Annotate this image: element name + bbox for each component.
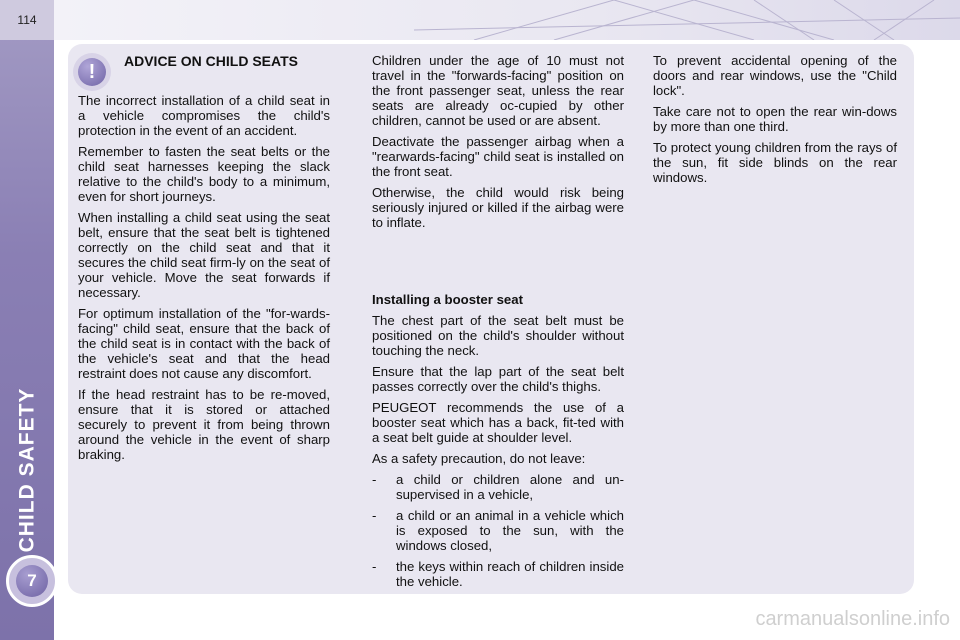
chapter-title: [2, 380, 52, 560]
chapter-number: 7: [16, 565, 48, 597]
paragraph: Otherwise, the child would risk being seriously injured or killed if the airbag were to inflate.: [372, 185, 624, 230]
chapter-title-text: CHILD SAFETY: [15, 387, 38, 553]
paragraph: Take care not to open the rear win-dows by more than one third.: [653, 104, 897, 134]
bullet-marker: -: [372, 559, 377, 574]
list-item-text: the keys within reach of children inside the vehicle.: [396, 559, 624, 589]
paragraph: As a safety precaution, do not leave:: [372, 451, 586, 466]
paragraph: Ensure that the lap part of the seat belt passes correctly over the child's thighs.: [372, 364, 624, 394]
column-advice: [78, 93, 330, 468]
header-decoration: [54, 0, 960, 40]
booster-heading: Installing a booster seat: [372, 292, 523, 307]
warning-icon: [73, 53, 111, 91]
paragraph: Deactivate the passenger airbag when a "rearwards-facing" child seat is installed on the front seat.: [372, 134, 624, 179]
paragraph: The chest part of the seat belt must be positioned on the child's shoulder without touching the neck.: [372, 313, 624, 358]
paragraph: PEUGEOT recommends the use of a booster seat which has a back, fit-ted with a seat belt guide at shoulder level.: [372, 400, 624, 445]
paragraph: Children under the age of 10 must not travel in the "forwards-facing" position on the front passenger seat, unless the rear seats are already oc-cupied by other children, cannot be used or are absent.: [372, 53, 624, 128]
paragraph: To prevent accidental opening of the doors and rear windows, use the "Child lock".: [653, 53, 897, 98]
paragraph: For optimum installation of the "for-wards-facing" child seat, ensure that the back of the child seat is in contact with the back of the vehicle's seat and that the head restraint does not cause any discomfort.: [78, 306, 330, 381]
list-item: [372, 508, 624, 553]
paragraph: When installing a child seat using the seat belt, ensure that the seat belt is tightened correctly on the child seat and that it secures the child seat firm-ly on the seat of your vehicle. Move the seat forwards if necessary.: [78, 210, 330, 300]
paragraph: Remember to fasten the seat belts or the child seat harnesses keeping the slack relative to the child's body to a minimum, even for short journeys.: [78, 144, 330, 204]
paragraph: To protect young children from the rays of the sun, fit side blinds on the rear windows.: [653, 140, 897, 185]
exclamation-icon: !: [78, 58, 106, 86]
bullet-marker: -: [372, 472, 377, 487]
list-item-text: a child or an animal in a vehicle which is exposed to the sun, with the windows closed,: [396, 508, 624, 553]
column-front-seat: [372, 53, 624, 595]
section-title: ADVICE ON CHILD SEATS: [124, 53, 298, 69]
page-number: 114: [0, 0, 54, 40]
bullet-marker: -: [372, 508, 377, 523]
column-child-lock: [653, 53, 897, 191]
chapter-badge: [6, 555, 58, 607]
spacer: [372, 236, 624, 292]
list-item: [372, 559, 624, 589]
header-lines: [54, 0, 960, 40]
paragraph: The incorrect installation of a child seat in a vehicle compromises the child's protection in the event of an accident.: [78, 93, 330, 138]
safety-list: [372, 472, 624, 589]
list-item-text: a child or children alone and un-supervised in a vehicle,: [396, 472, 624, 502]
paragraph: If the head restraint has to be re-moved, ensure that it is stored or attached securely to prevent it from being thrown around the vehicle in the event of sharp braking.: [78, 387, 330, 462]
list-item: [372, 472, 624, 502]
watermark: carmanualsonline.info: [755, 608, 950, 630]
